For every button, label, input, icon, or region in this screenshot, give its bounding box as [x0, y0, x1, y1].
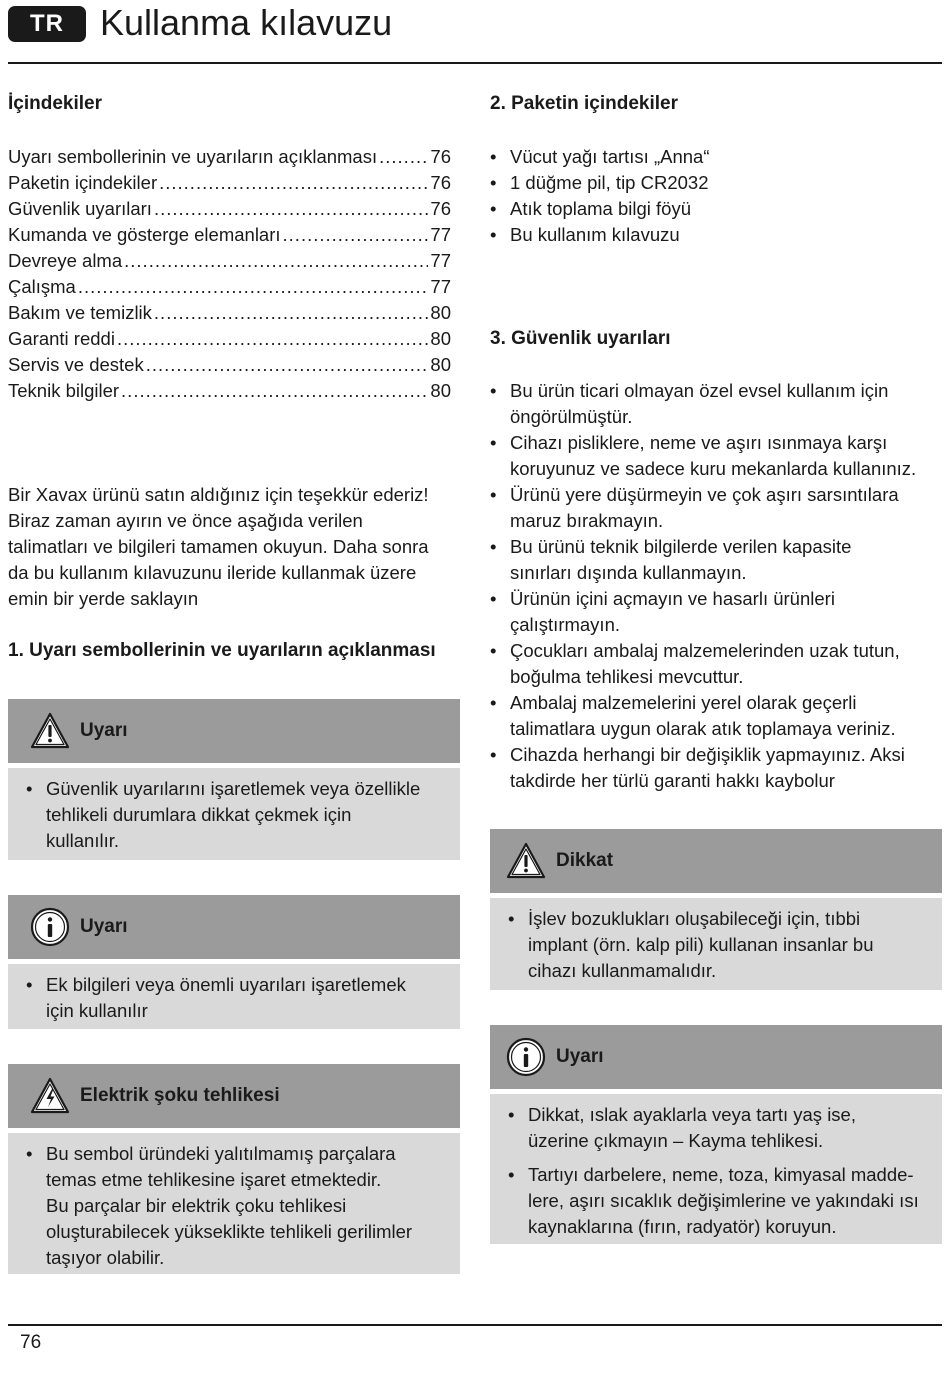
list-item — [490, 222, 940, 248]
toc-heading: İçindekiler — [8, 93, 102, 114]
list-item-line: öngörülmüştür. — [510, 406, 633, 427]
toc-entry[interactable] — [8, 144, 451, 170]
list-item-line: Bu sembol üründeki yalıtılmamış parçalara — [46, 1143, 396, 1164]
list-item-line: talimatlara uygun olarak atık toplamaya veriniz. — [510, 718, 896, 739]
caution-box-header — [490, 829, 942, 893]
warning-triangle-icon — [30, 711, 70, 751]
toc-dot-leader — [121, 378, 428, 404]
bullet-glyph: • — [490, 432, 497, 453]
list-item — [26, 776, 446, 854]
toc-entry[interactable] — [8, 300, 451, 326]
list-item-line: tehlikeli durumlara dikkat çekmek için — [46, 804, 352, 825]
info-box-body — [8, 964, 460, 1029]
list-item-line: cihazı kullanmamalıdır. — [528, 960, 717, 981]
toc-entry-page: 80 — [430, 354, 451, 375]
intro-line: talimatları ve bilgileri tamamen okuyun. Daha sonra — [8, 536, 429, 557]
table-of-contents — [8, 144, 451, 404]
bullet-glyph: • — [508, 1104, 515, 1125]
list-item — [508, 1162, 928, 1240]
toc-entry-page: 76 — [430, 146, 451, 167]
document-title: Kullanma kılavuzu — [100, 2, 393, 43]
toc-dot-leader — [283, 222, 429, 248]
toc-entry[interactable] — [8, 274, 451, 300]
bullet-glyph: • — [490, 146, 497, 167]
list-item-line: implant (örn. kalp pili) kullanan insanlar bu — [528, 934, 874, 955]
info-box-label: Uyarı — [80, 916, 128, 937]
list-item-line: temas etme tehlikesine işaret etmektedir. — [46, 1169, 382, 1190]
list-item-text: Atık toplama bilgi föyü — [510, 198, 691, 219]
list-item — [490, 534, 942, 586]
list-item-line: Ambalaj malzemelerini yerel olarak geçerli — [510, 692, 857, 713]
toc-dot-leader — [154, 300, 429, 326]
warning-box-header — [8, 699, 460, 763]
list-item-line: takdirde her türlü garanti hakkı kaybolur — [510, 770, 835, 791]
info-box-header — [8, 895, 460, 959]
intro-line: emin bir yerde saklayın — [8, 588, 199, 609]
toc-entry-title: Bakım ve temizlik — [8, 302, 152, 323]
list-item-line: oluşturabilecek yükseklikte tehlikeli gerilimler — [46, 1221, 413, 1242]
bullet-glyph: • — [26, 778, 33, 799]
list-item-line: Cihazda herhangi bir değişiklik yapmayınız. Aksi — [510, 744, 905, 765]
list-item-line: Ürünün içini açmayın ve hasarlı ürünleri — [510, 588, 835, 609]
list-item-text: Bu kullanım kılavuzu — [510, 224, 680, 245]
bullet-glyph: • — [490, 484, 497, 505]
toc-dot-leader — [124, 248, 428, 274]
intro-line: Biraz zaman ayırın ve önce aşağıda verilen — [8, 510, 363, 531]
electric-shock-box-label: Elektrik şoku tehlikesi — [80, 1085, 280, 1106]
warning-triangle-icon — [506, 841, 546, 881]
toc-entry[interactable] — [8, 196, 451, 222]
toc-entry-title: Kumanda ve gösterge elemanları — [8, 224, 281, 245]
list-item — [490, 482, 942, 534]
list-item — [490, 742, 942, 794]
intro-line: da bu kullanım kılavuzunu ileride kullanmak üzere — [8, 562, 417, 583]
list-item-line: maruz bırakmayın. — [510, 510, 664, 531]
electric-shock-box-body — [8, 1133, 460, 1274]
list-item — [490, 638, 942, 690]
list-item-line: İşlev bozuklukları oluşabileceği için, tıbbi — [528, 908, 861, 929]
bullet-glyph: • — [26, 1143, 33, 1164]
package-contents-list — [490, 144, 940, 248]
bullet-glyph: • — [490, 640, 497, 661]
list-item — [490, 144, 940, 170]
info-box-header — [490, 1025, 942, 1089]
section-3-heading: 3. Güvenlik uyarıları — [490, 328, 671, 349]
toc-entry[interactable] — [8, 326, 451, 352]
toc-entry-page: 76 — [430, 172, 451, 193]
list-item-line: taşıyor olabilir. — [46, 1247, 165, 1268]
list-item-line: Dikkat, ıslak ayaklarla veya tartı yaş ise, — [528, 1104, 856, 1125]
list-item-line: Bu ürünü teknik bilgilerde verilen kapasite — [510, 536, 852, 557]
language-badge — [8, 6, 86, 42]
toc-dot-leader — [78, 274, 429, 300]
list-item — [490, 690, 942, 742]
list-item-line: Çocukları ambalaj malzemelerinden uzak tutun, — [510, 640, 900, 661]
list-item-line: koruyunuz ve sadece kuru mekanlarda kullanınız. — [510, 458, 917, 479]
list-item-line: sınırları dışında kullanmayın. — [510, 562, 747, 583]
list-item — [26, 972, 446, 1024]
info-box-label: Uyarı — [556, 1046, 604, 1067]
list-item-line: Bu ürün ticari olmayan özel evsel kullanım için — [510, 380, 889, 401]
bullet-glyph: • — [508, 908, 515, 929]
toc-entry-page: 80 — [430, 328, 451, 349]
page-number: 76 — [20, 1332, 42, 1353]
toc-entry-page: 80 — [430, 302, 451, 323]
toc-entry-title: Devreye alma — [8, 250, 123, 271]
list-item — [490, 196, 940, 222]
list-item-text: Vücut yağı tartısı „Anna“ — [510, 146, 710, 167]
list-item-line: üzerine çıkmayın – Kayma tehlikesi. — [528, 1130, 824, 1151]
toc-entry-title: Güvenlik uyarıları — [8, 198, 152, 219]
electric-shock-box-header — [8, 1064, 460, 1128]
toc-entry-title: Paketin içindekiler — [8, 172, 158, 193]
toc-dot-leader — [117, 326, 428, 352]
list-item — [490, 170, 940, 196]
toc-entry[interactable] — [8, 222, 451, 248]
bullet-glyph: • — [490, 380, 497, 401]
info-box — [490, 1025, 942, 1244]
bullet-glyph: • — [508, 1164, 515, 1185]
header-divider — [8, 62, 942, 64]
toc-entry-page: 77 — [430, 250, 451, 271]
list-item-line: Ek bilgileri veya önemli uyarıları işaretlemek — [46, 974, 406, 995]
list-item-text: 1 düğme pil, tip CR2032 — [510, 172, 709, 193]
bullet-glyph: • — [490, 744, 497, 765]
toc-entry-page: 77 — [430, 276, 451, 297]
list-item-line: Tartıyı darbelere, neme, toza, kimyasal madde- — [528, 1164, 914, 1185]
list-item-line: Bu parçalar bir elektrik çoku tehlikesi — [46, 1195, 347, 1216]
bullet-glyph: • — [490, 224, 497, 245]
toc-dot-leader — [146, 352, 429, 378]
toc-entry-title: Uyarı sembollerinin ve uyarıların açıklanması — [8, 146, 378, 167]
list-item — [490, 378, 942, 430]
info-box — [8, 895, 460, 1029]
list-item — [26, 1141, 446, 1271]
toc-entry-page: 76 — [430, 198, 451, 219]
list-item-line: boğulma tehlikesi mevcuttur. — [510, 666, 744, 687]
toc-entry[interactable] — [8, 248, 451, 274]
intro-paragraph — [8, 482, 463, 612]
list-item — [508, 1102, 928, 1154]
toc-dot-leader — [154, 196, 428, 222]
toc-dot-leader — [379, 144, 428, 170]
intro-line: Bir Xavax ürünü satın aldığınız için teşekkür ederiz! — [8, 484, 429, 505]
section-1-heading: 1. Uyarı sembollerinin ve uyarıların açıklanması — [8, 640, 436, 661]
info-box-body — [490, 1094, 942, 1244]
toc-entry-title: Çalışma — [8, 276, 76, 297]
toc-entry[interactable] — [8, 170, 451, 196]
caution-box-label: Dikkat — [556, 850, 614, 871]
safety-notes-list — [490, 378, 942, 794]
list-item-line: kullanılır. — [46, 830, 120, 851]
warning-box — [8, 699, 460, 860]
list-item-line: Ürünü yere düşürmeyin ve çok aşırı sarsıntılara — [510, 484, 899, 505]
toc-entry[interactable] — [8, 378, 451, 404]
warning-box-label: Uyarı — [80, 720, 128, 741]
list-item — [490, 430, 942, 482]
language-badge-text: TR — [30, 10, 64, 37]
caution-box — [490, 829, 942, 990]
bullet-glyph: • — [26, 974, 33, 995]
list-item — [508, 906, 928, 984]
bullet-glyph: • — [490, 536, 497, 557]
list-item-line: için kullanılır — [46, 1000, 148, 1021]
bullet-glyph: • — [490, 198, 497, 219]
list-item — [490, 586, 942, 638]
toc-entry-title: Teknik bilgiler — [8, 380, 120, 401]
bullet-glyph: • — [490, 692, 497, 713]
warning-box-body — [8, 768, 460, 860]
list-item-line: kaynaklarına (fırın, radyatör) koruyun. — [528, 1216, 837, 1237]
info-circle-icon — [506, 1037, 546, 1077]
section-2-heading: 2. Paketin içindekiler — [490, 93, 678, 114]
bullet-glyph: • — [490, 172, 497, 193]
list-item-line: Güvenlik uyarılarını işaretlemek veya özellikle — [46, 778, 421, 799]
bullet-glyph: • — [490, 588, 497, 609]
toc-entry-page: 80 — [430, 380, 451, 401]
list-item-line: Cihazı pisliklere, neme ve aşırı ısınmaya karşı — [510, 432, 888, 453]
footer-divider — [8, 1324, 942, 1326]
caution-box-body — [490, 898, 942, 990]
electric-shock-triangle-icon — [30, 1076, 70, 1116]
electric-shock-box — [8, 1064, 460, 1274]
toc-entry[interactable] — [8, 352, 451, 378]
info-circle-icon — [30, 907, 70, 947]
toc-entry-title: Garanti reddi — [8, 328, 115, 349]
list-item-line: çalıştırmayın. — [510, 614, 620, 635]
toc-entry-page: 77 — [430, 224, 451, 245]
toc-dot-leader — [159, 170, 428, 196]
list-item-line: lere, aşırı sıcaklık değişimlerine ve yakındaki ısı — [528, 1190, 919, 1211]
toc-entry-title: Servis ve destek — [8, 354, 144, 375]
